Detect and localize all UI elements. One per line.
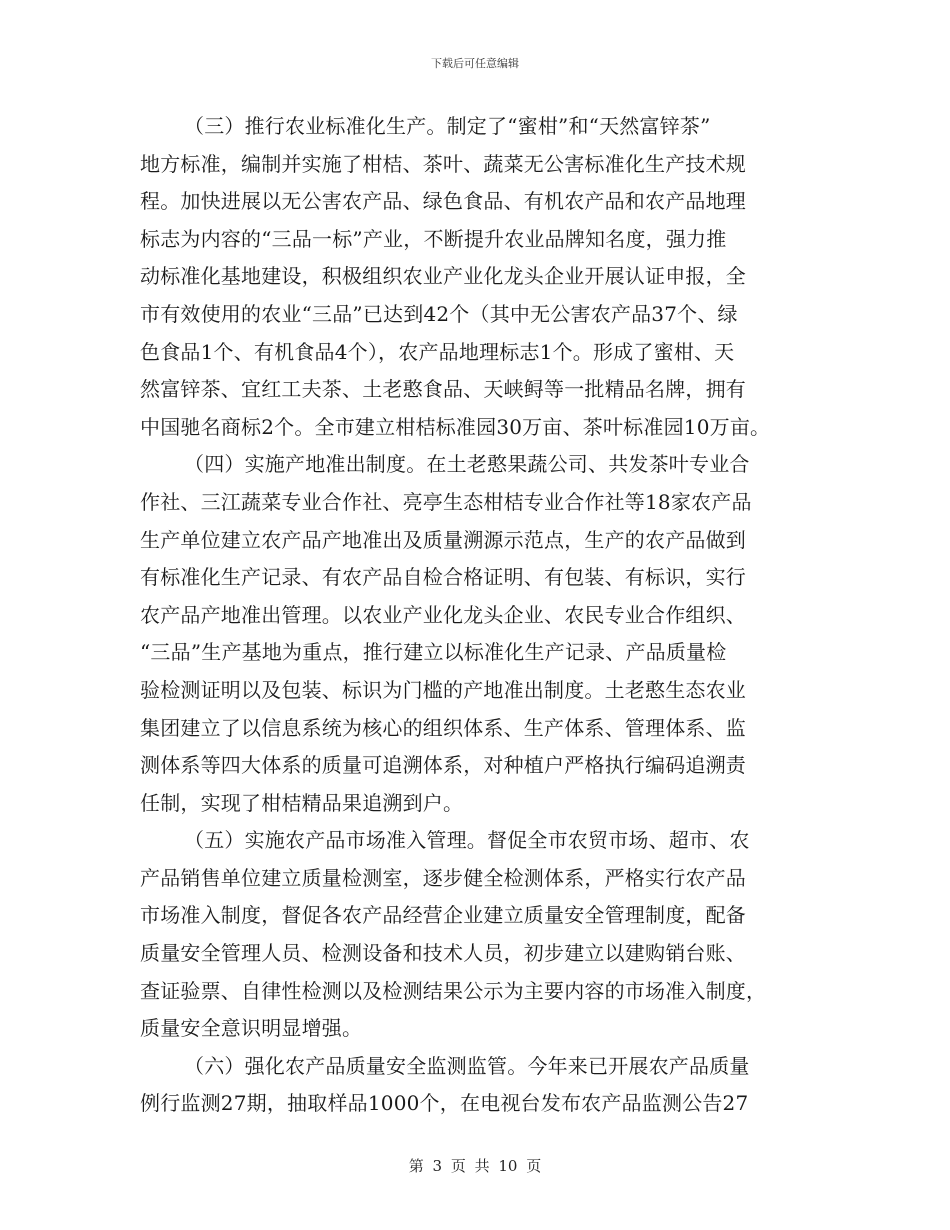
text-line: 质量安全管理人员、检测设备和技术人员，初步建立以建购销台账、 [140,941,746,966]
text-line: 标志为内容的“三品一标”产业，不断提升农业品牌知名度，强力推 [140,226,727,251]
text-line: 市场准入制度，督促各农产品经营企业建立质量安全管理制度，配备 [140,903,746,928]
page-header: 下载后可任意编辑 [431,57,519,70]
text-line: 质量安全意识明显增强。 [140,1016,363,1041]
text-line: 生产单位建立农产品产地准出及质量溯源示范点，生产的农产品做到 [140,527,746,552]
text-line: （五）实施农产品市场准入管理。督促全市农贸市场、超市、农 [184,828,750,853]
text-line: （六）强化农产品质量安全监测监管。今年来已开展农产品质量 [184,1053,750,1078]
text-line: 产品销售单位建立质量检测室，逐步健全检测体系，严格实行农产品 [140,865,746,890]
text-line: （三）推行农业标准化生产。制定了“蜜柑”和“天然富锌茶” [184,114,711,138]
page-number-footer: 第 3 页 共 10 页 [408,1157,542,1175]
text-line: （四）实施产地准出制度。在土老憨果蔬公司、共发茶叶专业合 [184,452,750,477]
paragraph-6 [140,1048,812,1123]
text-line: 例行监测27期，抽取样品1000个，在电视台发布农产品监测公告27 [140,1091,749,1116]
text-line: 动标准化基地建设，积极组织农业产业化龙头企业开展认证申报，全 [140,264,746,289]
text-line: 集团建立了以信息系统为核心的组织体系、生产体系、管理体系、监 [140,715,746,740]
text-line: 市有效使用的农业“三品”已达到42个（其中无公害农产品37个、绿 [140,301,738,326]
document-body [140,108,812,1123]
text-line: “三品”生产基地为重点，推行建立以标准化生产记录、产品质量检 [140,640,727,665]
text-line: 任制，实现了柑桔精品果追溯到户。 [140,790,464,815]
paragraph-5 [140,822,812,1048]
text-line: 有标准化生产记录、有农产品自检合格证明、有包装、有标识，实行 [140,565,746,590]
text-line: 查证验票、自律性检测以及检测结果公示为主要内容的市场准入制度， [140,978,767,1003]
text-line: 地方标准，编制并实施了柑桔、茶叶、蔬菜无公害标准化生产技术规 [140,151,746,176]
text-line: 中国驰名商标2个。全市建立柑桔标准园30万亩、茶叶标准园10万亩。 [140,414,771,439]
paragraph-3 [140,108,812,446]
text-line: 测体系等四大体系的质量可追溯体系，对种植户严格执行编码追溯责 [140,753,746,778]
paragraph-4 [140,446,812,822]
text-line: 农产品产地准出管理。以农业产业化龙头企业、农民专业合作组织、 [140,602,746,627]
text-line: 程。加快进展以无公害农产品、绿色食品、有机农产品和农产品地理 [140,189,746,214]
text-line: 验检测证明以及包装、标识为门槛的产地准出制度。土老憨生态农业 [140,677,746,702]
text-line: 然富锌茶、宜红工夫茶、土老憨食品、天峡鲟等一批精品名牌，拥有 [140,377,746,402]
text-line: 色食品1个、有机食品4个），农产品地理标志1个。形成了蜜柑、天 [140,339,735,364]
text-line: 作社、三江蔬菜专业合作社、亮亭生态柑桔专业合作社等18家农产品 [140,489,752,514]
